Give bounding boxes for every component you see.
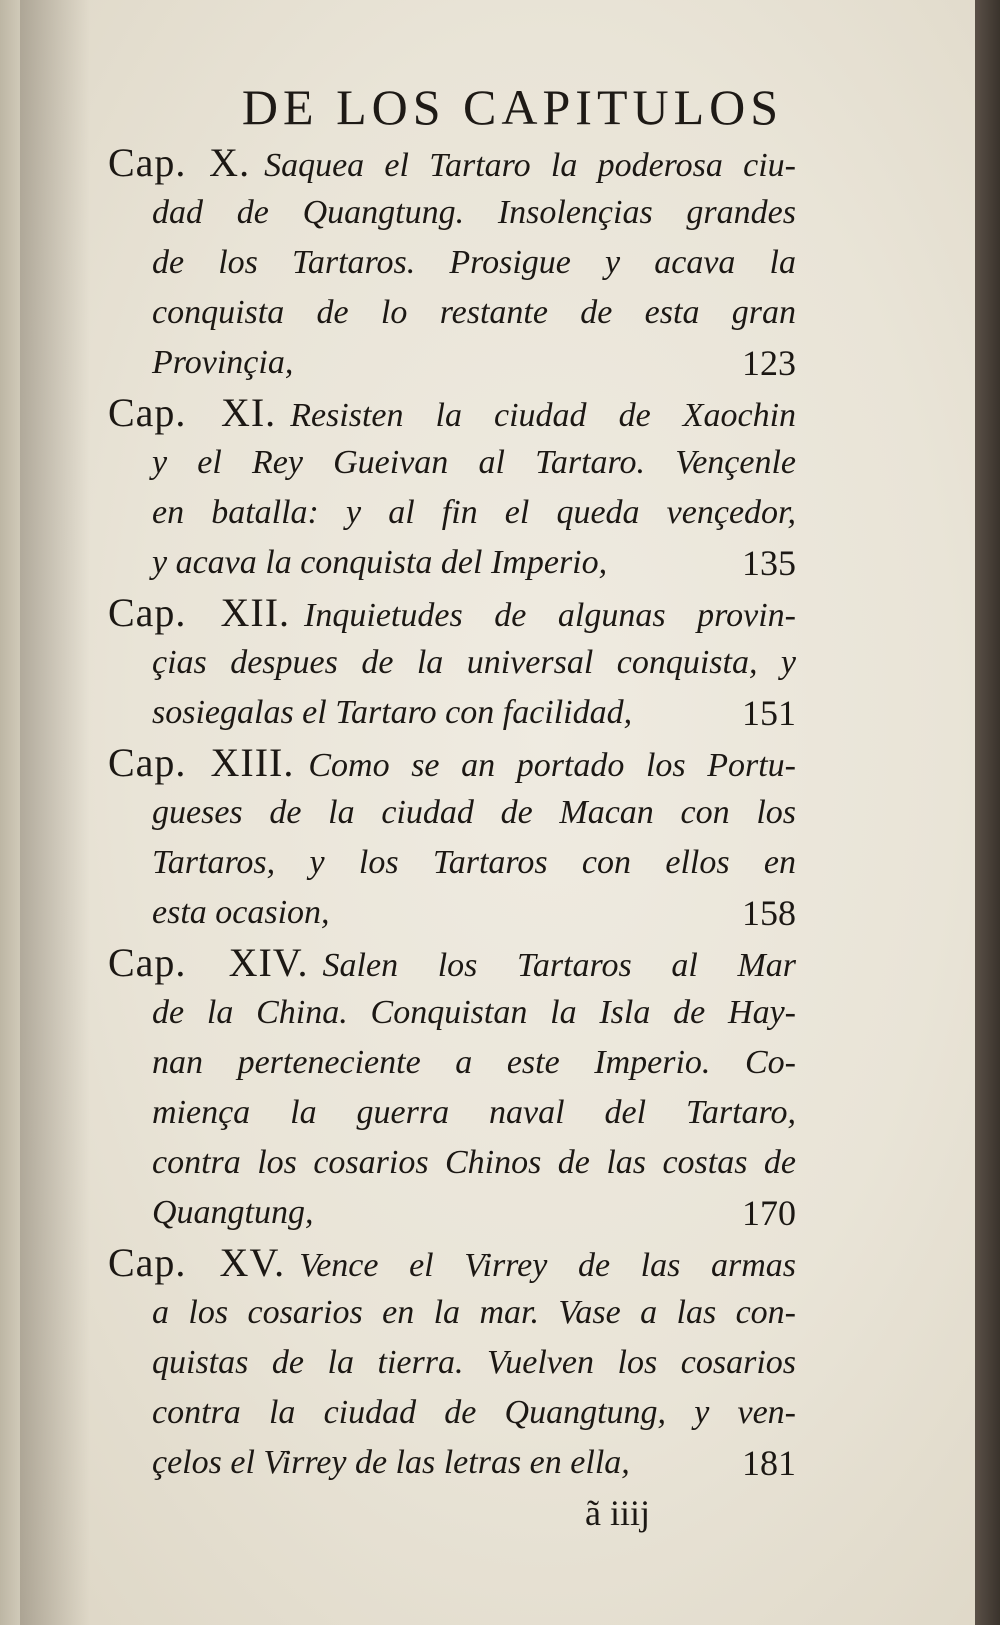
entry-line: en batalla: y al fin el queda vençedor, [152,494,796,531]
entry-line: Quangtung, [152,1194,314,1231]
chapter-list [108,138,796,1488]
entry-line: esta ocasion, [152,894,330,931]
entry-line: Inquietudes de algunas provin- [304,597,796,634]
page-number: 158 [742,893,796,933]
signature-mark: ã iiij [585,1493,650,1533]
entry-line: miença la guerra naval del Tartaro, [152,1094,796,1131]
chapter-number: Cap. XII. [108,590,291,635]
chapter-number: Cap. XI. [108,390,277,435]
entry-line: de la China. Conquistan la Isla de Hay- [152,994,796,1031]
entry-line: dad de Quangtung. Insolençias grandes [152,194,796,231]
chapter-number: Cap. XV. [108,1240,286,1285]
chapter-entry [108,1238,796,1488]
page-number: 135 [742,543,796,583]
entry-line: Salen los Tartaros al Mar [322,947,796,984]
entry-line: nan perteneciente a este Imperio. Co- [152,1044,796,1081]
chapter-entry [108,588,796,738]
chapter-entry [108,388,796,588]
entry-line: Saquea el Tartaro la poderosa ciu- [264,147,796,184]
page-number: 170 [742,1193,796,1233]
chapter-entry [108,938,796,1238]
page-number: 151 [742,693,796,733]
entry-line: y el Rey Gueivan al Tartaro. Vençenle [152,444,796,481]
entry-line: a los cosarios en la mar. Vase a las con- [152,1294,796,1331]
chapter-entry [108,738,796,938]
entry-line: Tartaros, y los Tartaros con ellos en [152,844,796,881]
entry-line: Provinçia, [152,344,294,381]
entry-line: conquista de lo restante de esta gran [152,294,796,331]
entry-line: Vence el Virrey de las armas [299,1247,796,1284]
entry-line: y acava la conquista del Imperio, [152,544,608,581]
chapter-number: Cap. X. [108,140,251,185]
page-number: 181 [742,1443,796,1483]
entry-line: Resisten la ciudad de Xaochin [290,397,796,434]
entry-line: çias despues de la universal conquista, y [152,644,796,681]
entry-line: quistas de la tierra. Vuelven los cosarios [152,1344,796,1381]
entry-line: contra los cosarios Chinos de las costas de [152,1144,796,1181]
entry-line: Como se an portado los Portu- [308,747,796,784]
entry-line: de los Tartaros. Prosigue y acava la [152,244,796,281]
chapter-number: Cap. XIII. [108,740,295,785]
book-page [20,0,975,1625]
entry-line: sosiegalas el Tartaro con facilidad, [152,694,633,731]
entry-line: gueses de la ciudad de Macan con los [152,794,796,831]
running-header: DE LOS CAPITULOS [241,79,784,135]
entry-line: contra la ciudad de Quangtung, y ven- [152,1394,796,1431]
page-number: 123 [742,343,796,383]
entry-line: çelos el Virrey de las letras en ella, [152,1444,630,1481]
gutter-shadow [20,0,90,1625]
chapter-entry [108,138,796,388]
chapter-number: Cap. XIV. [108,940,309,985]
